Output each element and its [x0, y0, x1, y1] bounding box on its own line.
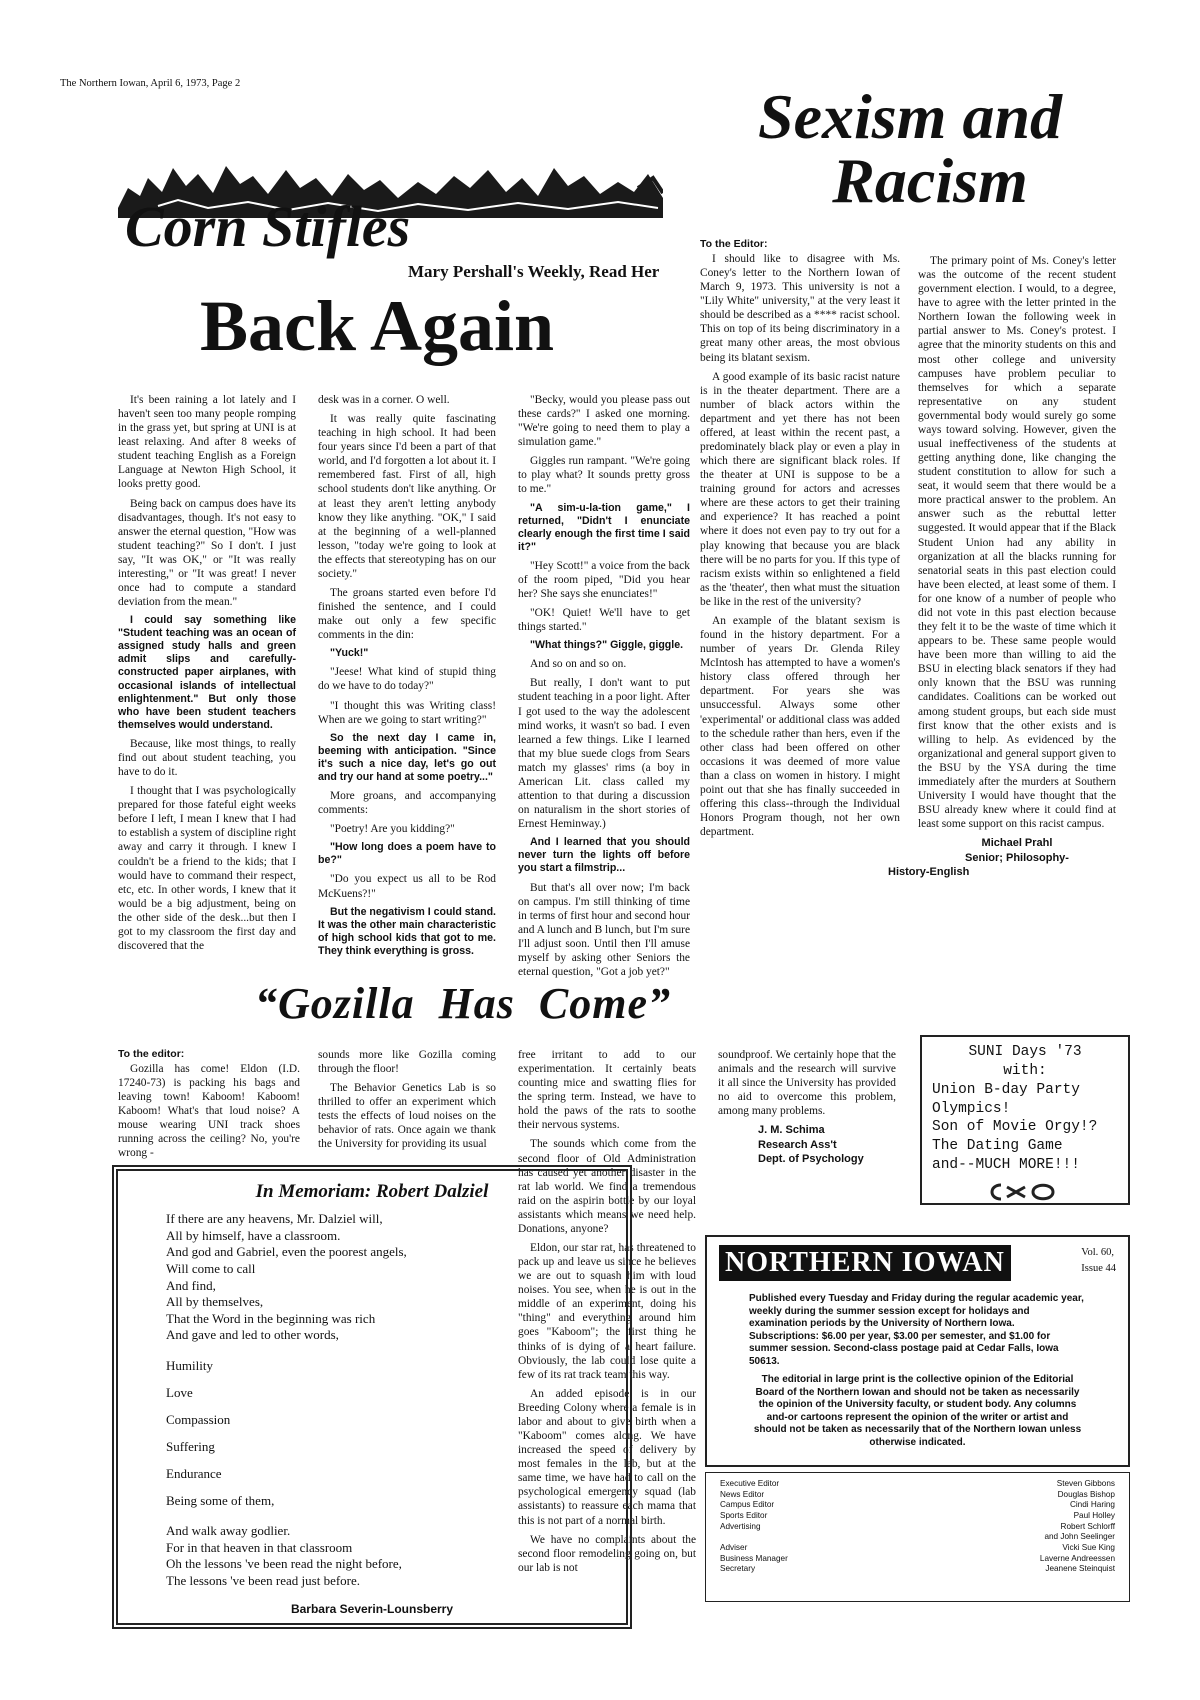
signature-title: Research Ass't	[758, 1138, 837, 1151]
suni-item: Olympics!	[932, 1100, 1011, 1117]
gozilla-salutation: To the editor:	[118, 1048, 185, 1060]
staff-name: Steven Gibbons	[1056, 1479, 1115, 1488]
poem-word: Being some of them,	[166, 1493, 275, 1508]
staff-role: News Editor	[720, 1489, 765, 1499]
poem-line: And god and Gabriel, even the poorest angels,	[166, 1244, 407, 1260]
corn-paragraph: But really, I don't want to put student teaching in a poor light. After I got used to the way the adolescent mind works, it wasn't so bad. I even learned a few things. Like I learned that my blue suede clogs from Sears match my glasses' rims (a boy in American Lit. class called my attention to that during a discussion on naturalism in the short stories of Ernest Heminway.)	[518, 677, 690, 831]
corn-paragraph: "OK! Quiet! We'll have to get things started."	[518, 607, 690, 634]
corn-column-3	[518, 393, 690, 984]
corn-paragraph: More groans, and accompanying comments:	[318, 790, 496, 817]
gozilla-paragraph: The sounds which come from the second floor of Old Administration has caused yet another disaster in the rat lab world. We find a tremendous raid on the aspirin bottle by our loyal assistants which means we need help. Donations, anyone?	[518, 1138, 696, 1235]
corn-paragraph: And so on and so on.	[530, 658, 627, 671]
masthead-volume	[1081, 1245, 1116, 1277]
corn-paragraph: "Poetry! Are you kidding?"	[330, 823, 455, 836]
corn-column-1	[118, 393, 296, 958]
staff-role: Secretary	[720, 1564, 756, 1574]
memoriam-box	[112, 1165, 632, 1629]
corn-paragraph: Because, like most things, to really find out about student teaching, you have to do it.	[118, 737, 296, 779]
suni-title: SUNI Days '73	[968, 1044, 1082, 1060]
masthead-publication-info: Published every Tuesday and Friday during the regular academic year, weekly during the summer session except for holidays and examination periods by the University of Northern Iowa. Subscriptions: $6.00 per year, $3.00 per semester, and $1.00 for summer session. Second-class postage paid at Cedar Falls, Iowa 50613.	[749, 1293, 1084, 1367]
staff-role: Adviser	[720, 1542, 748, 1552]
corn-paragraph-bold: "What things?" Giggle, giggle.	[530, 639, 684, 652]
corn-paragraph: "Jeese! What kind of stupid thing do we have to do today?"	[318, 666, 496, 693]
poem-word: Humility	[166, 1358, 213, 1373]
staff-role: Business Manager	[720, 1553, 788, 1563]
signature-name: Michael Prahl	[981, 837, 1053, 850]
sexism-headline-line2: Racism	[832, 145, 1028, 216]
corn-paragraph-bold: "Yuck!"	[330, 647, 369, 660]
page-folio: The Northern Iowan, April 6, 1973, Page 2	[60, 78, 241, 89]
staff-role: Advertising	[720, 1521, 761, 1531]
staff-row	[720, 1511, 1115, 1522]
gozilla-paragraph: Gozilla has come! Eldon (I.D. 17240-73) is packing his bags and leaving town! Kaboom! Kaboom! Kaboom! What's that loud noise? A mouse wearing UNI track shoes running across the ceiling? No, you're wrong -	[118, 1063, 300, 1160]
staff-name: Jeanene Steinquist	[1045, 1564, 1115, 1574]
poem-line: Will come to call	[166, 1260, 256, 1276]
gozilla-paragraph: We have no complaints about the second floor remodeling going on, but our lab is not	[518, 1533, 696, 1574]
poem-line: The lessons 've been read just before.	[166, 1572, 361, 1588]
sexism-signature	[888, 836, 1116, 879]
corn-paragraph: The groans started even before I'd finished the sentence, and I could make out only a few specific comments in the din:	[318, 587, 496, 642]
gozilla-column-2	[318, 1048, 496, 1157]
staff-row	[720, 1554, 1115, 1565]
sexism-column-1	[700, 252, 900, 844]
corn-column-2	[318, 393, 496, 963]
poem-line: That the Word in the beginning was rich	[166, 1310, 376, 1326]
corn-paragraph: desk was in a corner. O well.	[318, 394, 450, 406]
corn-paragraph: "Do you expect us all to be Rod McKuens?!"	[318, 873, 496, 900]
staff-name: Laverne Andreessen	[1039, 1553, 1115, 1563]
column-subtitle: Mary Pershall's Weekly, Read Her	[408, 262, 660, 281]
gozilla-paragraph: An added episode is in our Breeding Colony where a female is in labor and about to give birth when a "Kaboom" comes along. We have increased the speed of delivery by most females in the lab, but at the same time, we have had to call on the psychological emergency squad (lab assistants) to reassure each mama that this is not part of a normal birth.	[518, 1387, 696, 1527]
issue-label: Issue 44	[1081, 1262, 1116, 1274]
memoriam-poem	[136, 1211, 608, 1590]
corn-paragraph-bold: I could say something like "Student teaching was an ocean of assigned study halls and green admit slips and carefully-constructed paper airplanes, with occasional islands of intellectual enlightenment." But only those who have been student teachers themselves would understand.	[118, 614, 296, 731]
poem-line: And walk away godlier.	[166, 1523, 291, 1538]
staff-row	[720, 1522, 1115, 1533]
sexism-salutation: To the Editor:	[700, 238, 768, 250]
suni-logo-icon	[985, 1179, 1065, 1205]
staff-name: Vicki Sue King	[1062, 1542, 1115, 1552]
staff-row	[720, 1490, 1115, 1501]
staff-row	[720, 1564, 1115, 1575]
gozilla-column-4	[718, 1048, 896, 1166]
signature-name: J. M. Schima	[758, 1124, 825, 1137]
masthead-box	[705, 1235, 1130, 1467]
back-again-headline: Back Again	[200, 286, 555, 366]
poem-line: Oh the lessons 've been read the night before,	[166, 1556, 402, 1572]
sexism-paragraph: An example of the blatant sexism is found in the history department. For a number of years Dr. Glenda Riley McIntosh has attempted to have a women's history class offered through her department. For years she was unsuccessful. Always some other 'experimental' or additional class was added to the schedule rather than hers, even if the other class had been offered on other occasions it was deemed of more value than a class on women in history. I might point out that she has finally succeeded in offering this class--through the Individual Honors Program though, not her own department.	[700, 614, 900, 839]
gozilla-paragraph: Eldon, our star rat, has threatened to pack up and leave us since he believes we are out to squash him with loud noises. You see, when he is out in the middle of an experiment, doing his "thing" and everything around him goes "Kaboom"; the first thing he thinks of is dying of a heart failure. Obviously, the lab could lose quite a few of its rat track team this way.	[518, 1242, 696, 1381]
sexism-paragraph: The primary point of Ms. Coney's letter was the outcome of the recent student government election. I would, to a degree, have to agree with the letter printed in the Northern Iowan the following week in partial answer to Ms. Coney's protest. I agree that the minority students on this and most other college and university campuses have problem peculiar to themselves for which a separate representative on any student governmental body would surely go some ways toward solving. However, given the usual ineffectiveness of the students at getting anything done, like changing the student constitution to allow for such a seat, it would seem that there would be a more practical answer to the problem. An answer such as the rebuttal letter suggested. It would appear that if the Black Student Union had any ability in organization at all the blacks running for senatorial seats in this past election could have been elected, at least some of them. I for one know of a number of people who did not vote in this past election because they felt it to be the waste of time which it appears to be. These same people would have been more than willing to aid the BSU in electing black senators if they had only known that the BSU was running candidates. Coalitions can be worked out among student groups, but each side must first know that the other exists and is willing to help. As evidenced by the organizational and general support given to the BSU by the YSA during the time immediately after the murders at Southern University I would have thought that the BSU already knew where it could find at least some support on this racist campus.	[918, 255, 1117, 831]
signature-title-2: History-English	[888, 865, 970, 878]
masthead-header	[719, 1245, 1116, 1281]
corn-paragraph-bold: And I learned that you should never turn the lights off before you start a filmstrip...	[518, 836, 690, 875]
corn-paragraph: I thought that I was psychologically prepared for those fateful eight weeks before I left, I mean I knew that I had to establish a system of discipline right away and carry it through. I knew I couldn't be a friend to the kids; that I would have to command their respect, etc, etc. In other words, I knew that it would be a big adjustment, being on the other side of the desk...but then I got to my classroom the first day and discovered that the	[118, 785, 296, 952]
sexism-paragraph: A good example of its basic racist nature is in the theater department. There are a number of black actors within the department and yet there has not been offered, at least within the recent past, a predominately black play or even a play in which there are significant black roles. If the theater at UNI is suppose to be a training ground for actors and acresses where are these actors to get their training and experience? It has reached a point where it does not even pay to try out for a play knowing that because you are black there will be no parts for you. If this type of racism exists within so enlightened a field as the 'theater', then what must the situation be like in the rest of the university?	[700, 370, 900, 608]
suni-item: Son of Movie Orgy!?	[932, 1119, 1098, 1136]
poem-word: Endurance	[166, 1466, 222, 1481]
poem-line: If there are any heavens, Mr. Dalziel will,	[166, 1211, 383, 1226]
signature-dept: Dept. of Psychology	[758, 1152, 864, 1165]
suni-item: The Dating Game	[932, 1138, 1063, 1155]
volume-label: Vol. 60,	[1081, 1247, 1115, 1258]
signature-title: Senior; Philosophy-	[965, 851, 1069, 864]
poem-word: Love	[166, 1385, 193, 1400]
poem-word: Suffering	[166, 1439, 215, 1454]
sexism-paragraph: I should like to disagree with Ms. Coney's letter to the Northern Iowan of March 9, 1973. This university is not a "Lily White" university," at the very least it should be described as a **** racist school. This on top of its being discriminatory in a great many other areas, the most obvious being its blatant sexism.	[700, 253, 900, 364]
corn-paragraph-bold: But the negativism I could stand. It was the other main characteristic of high school kids that got to me. They think everything is gross.	[318, 905, 496, 957]
corn-paragraph: Being back on campus does have its disadvantages, though. It's not easy to answer the eternal question, "How was student teaching?" So I don't. I just say, "It was OK," or "It was really interesting," or "It was great! I never once had to compute a standard deviation from the mean."	[118, 497, 296, 609]
sexism-column-2	[888, 254, 1117, 879]
masthead-editorial-policy: The editorial in large print is the collective opinion of the Editorial Board of the Northern Iowan and should not be taken as necessarily the opinion of the University faculty, or student body. Any columns and-or cartoons represent the opinion of the writer or artist and should not be taken as necessarily that of the Northern Iowan unless otherwise indicated.	[753, 1374, 1082, 1448]
suni-with: with:	[1003, 1062, 1047, 1079]
gozilla-headline: “Gozilla Has Come”	[255, 979, 672, 1028]
corn-paragraph: It's been raining a lot lately and I haven't seen too many people romping in the grass yet, but spring at UNI is at least relaxing. And after 8 weeks of student teaching English as a Foreign Language at Newton High School, it looks pretty good.	[118, 394, 296, 491]
staff-row	[720, 1532, 1115, 1543]
corn-paragraph: But that's all over now; I'm back on campus. I'm still thinking of time in terms of first hour and second hour and A lunch and B lunch, but I'm sure I'll adjust soon. Until then I'll amuse myself by asking other Seniors the eternal question, "Got a job yet?"	[518, 881, 690, 978]
staff-row	[720, 1500, 1115, 1511]
staff-name: Douglas Bishop	[1057, 1489, 1115, 1499]
sexism-headline-line1: Sexism and	[757, 81, 1063, 152]
sexism-headline	[700, 81, 1120, 216]
corn-paragraph: "Hey Scott!" a voice from the back of the room piped, "Did you hear her? She says she enunciates!"	[518, 559, 690, 601]
poem-line: All by themselves,	[166, 1294, 264, 1310]
masthead-logo: NORTHERN IOWAN	[719, 1245, 1011, 1281]
gozilla-paragraph: free irritant to add to our experimentation. It certainly beats counting mice and swatting flies for the spring term. Instead, we have to hold the paws of the rats to soothe their nervous systems.	[518, 1049, 696, 1132]
corn-paragraph-bold: So the next day I came in, beeming with anticipation. "Since it's such a nice day, let's go out and try our hand at some poetry..."	[318, 731, 496, 783]
column-title: Corn Stifles	[125, 194, 411, 259]
staff-row	[720, 1479, 1115, 1490]
corn-paragraph-bold: "How long does a poem have to be?"	[318, 841, 496, 867]
poem-line: And gave and led to other words,	[166, 1327, 339, 1343]
gozilla-paragraph: The Behavior Genetics Lab is so thrilled to offer an experiment which tests the effects of loud noises on the behavior of rats. Once again we thank the University for providing its usual	[318, 1082, 496, 1151]
staff-role: Executive Editor	[720, 1479, 780, 1488]
gozilla-paragraph: soundproof. We certainly hope that the animals and the research will survive it all since the University has provided no aid to overcome this problem, among many problems.	[718, 1049, 896, 1118]
staff-name: Robert Schlorff	[1060, 1521, 1115, 1531]
poem-line: And find,	[166, 1277, 216, 1293]
poem-line: For in that heaven in that classroom	[166, 1539, 353, 1555]
poem-author: Barbara Severin-Lounsberry	[290, 1601, 454, 1616]
corn-paragraph-bold: "A sim-u-la-tion game," I returned, "Didn't I enunciate clearly enough the first time I said it?"	[518, 501, 690, 553]
corn-paragraph: Giggles run rampant. "We're going to play what? It sounds pretty gross to me."	[518, 455, 690, 496]
staff-role: Sports Editor	[720, 1510, 768, 1520]
corn-paragraph: "Becky, would you please pass out these cards?" I asked one morning. "We're going to need them to play a simulation game."	[518, 394, 690, 449]
gozilla-column-1	[118, 1062, 300, 1166]
staff-name: Cindi Haring	[1069, 1500, 1115, 1510]
staff-box	[705, 1472, 1130, 1602]
gozilla-paragraph: sounds more like Gozilla coming through the floor!	[318, 1049, 496, 1076]
suni-item: and--MUCH MORE!!!	[932, 1157, 1080, 1174]
memoriam-title: In Memoriam: Robert Dalziel	[255, 1181, 489, 1202]
staff-role: Campus Editor	[720, 1500, 775, 1510]
suni-item: Union B-day Party	[932, 1081, 1080, 1098]
suni-days-box	[920, 1035, 1130, 1205]
staff-name: Paul Holley	[1073, 1510, 1115, 1520]
gozilla-signature	[758, 1123, 896, 1166]
poem-line: All by himself, have a classroom.	[166, 1227, 341, 1243]
staff-name: and John Seelinger	[1044, 1532, 1115, 1542]
poem-word: Compassion	[166, 1412, 231, 1427]
corn-paragraph: It was really quite fascinating teaching in high school. It had been four years since I'd been a part of that world, and I'd forgotten a lot about it. I remembered fast. First of all, high school students don't like anything. Or at least they aren't letting anybody know they like anything. "OK," I said at the beginning of a well-planned lesson, "today we're going to look at the effects that stereotyping has on our society."	[318, 413, 496, 580]
corn-paragraph: "I thought this was Writing class! When are we going to start writing?"	[318, 699, 496, 726]
staff-row	[720, 1543, 1115, 1554]
